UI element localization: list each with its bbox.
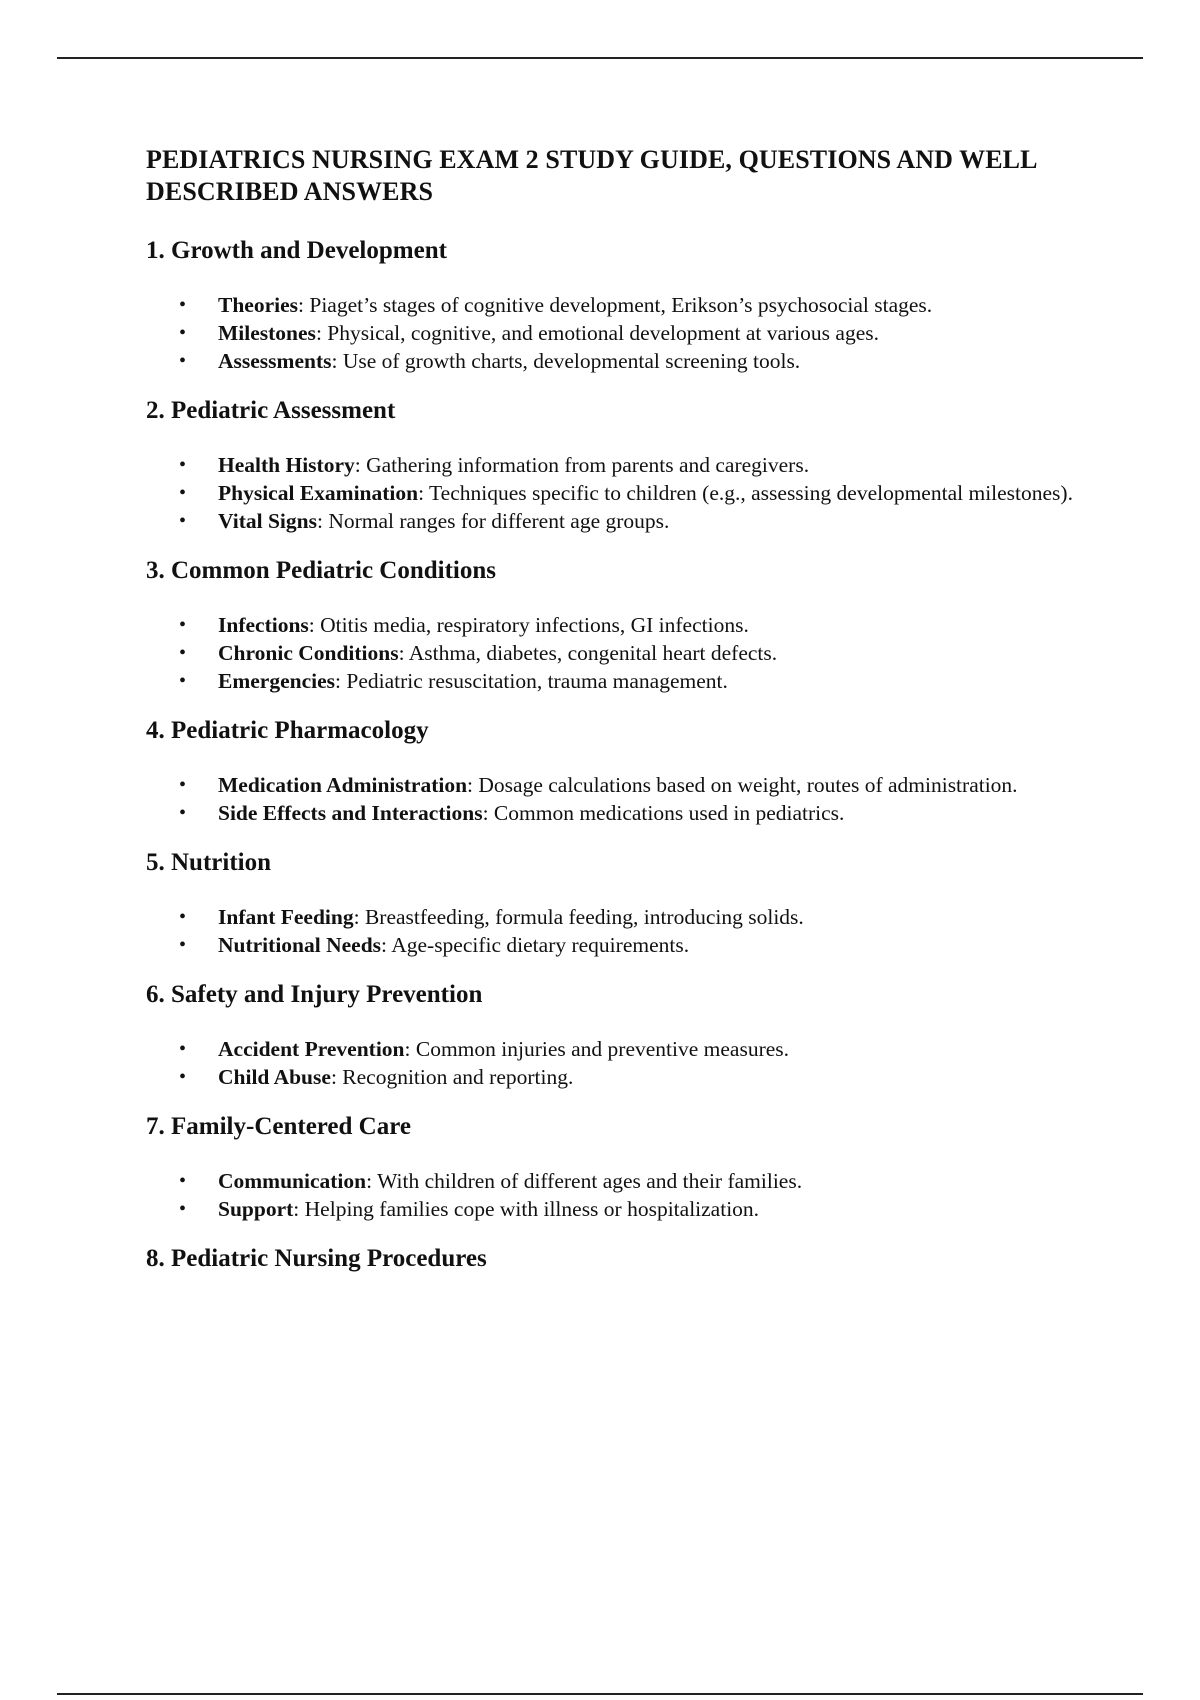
- item-term: Vital Signs: [218, 509, 317, 533]
- list-item: [146, 479, 1106, 507]
- list-item: [146, 611, 1106, 639]
- item-description: : Otitis media, respiratory infections, GI infections.: [308, 613, 749, 637]
- bullet-list: [146, 771, 1106, 827]
- bullet-icon: •: [179, 642, 187, 664]
- list-item: [146, 319, 1106, 347]
- item-term: Infections: [218, 613, 309, 637]
- bullet-list: [146, 611, 1106, 695]
- bullet-icon: •: [179, 510, 187, 532]
- bullet-list: [146, 903, 1106, 959]
- item-description: : Pediatric resuscitation, trauma management.: [335, 669, 728, 693]
- section-heading: 3. Common Pediatric Conditions: [146, 557, 496, 584]
- list-item: [146, 507, 1106, 535]
- section-4: [146, 715, 1106, 827]
- bullet-icon: •: [179, 670, 187, 692]
- item-description: : Normal ranges for different age groups.: [316, 509, 670, 533]
- list-item: [146, 347, 1106, 375]
- bullet-icon: •: [179, 1198, 187, 1220]
- item-term: Milestones: [218, 321, 316, 345]
- section-heading: 2. Pediatric Assessment: [146, 397, 396, 424]
- section-heading: 1. Growth and Development: [146, 237, 447, 264]
- list-item: [146, 799, 1106, 827]
- item-term: Physical Examination: [218, 481, 419, 505]
- bullet-list: [146, 291, 1106, 375]
- bullet-icon: •: [179, 802, 187, 824]
- item-term: Assessments: [218, 349, 332, 373]
- list-item: [146, 639, 1106, 667]
- bullet-list: [146, 451, 1106, 535]
- section-6: [146, 979, 1106, 1091]
- item-term: Side Effects and Interactions: [218, 801, 483, 825]
- list-item: [146, 1167, 1106, 1195]
- list-item: [146, 291, 1106, 319]
- item-description: : Piaget’s stages of cognitive development, Erikson’s psychosocial stages.: [298, 293, 933, 317]
- page-top-rule: [57, 57, 1143, 59]
- list-item: [146, 451, 1106, 479]
- list-item: [146, 1195, 1106, 1223]
- item-description: : Use of growth charts, developmental screening tools.: [331, 349, 801, 373]
- item-description: : Common injuries and preventive measures.: [404, 1037, 790, 1061]
- page-bottom-rule: [57, 1693, 1143, 1695]
- sections-container: [146, 235, 1106, 1275]
- bullet-list: [146, 1035, 1106, 1091]
- list-item: [146, 1035, 1106, 1063]
- item-description: : Gathering information from parents and caregivers.: [354, 453, 810, 477]
- bullet-icon: •: [179, 322, 187, 344]
- bullet-icon: •: [179, 934, 187, 956]
- section-heading: 8. Pediatric Nursing Procedures: [146, 1245, 487, 1272]
- bullet-icon: •: [179, 294, 187, 316]
- list-item: [146, 771, 1106, 799]
- item-description: : Helping families cope with illness or hospitalization.: [293, 1197, 760, 1221]
- bullet-icon: •: [179, 774, 187, 796]
- item-term: Nutritional Needs: [218, 933, 382, 957]
- item-term: Accident Prevention: [218, 1037, 405, 1061]
- item-description: : Common medications used in pediatrics.: [482, 801, 845, 825]
- item-term: Child Abuse: [218, 1065, 331, 1089]
- bullet-icon: •: [179, 1038, 187, 1060]
- section-heading: 5. Nutrition: [146, 849, 271, 876]
- section-7: [146, 1111, 1106, 1223]
- bullet-icon: •: [179, 614, 187, 636]
- bullet-icon: •: [179, 350, 187, 372]
- bullet-icon: •: [179, 1066, 187, 1088]
- item-description: : Dosage calculations based on weight, routes of administration.: [467, 773, 1018, 797]
- item-term: Health History: [218, 453, 355, 477]
- bullet-icon: •: [179, 1170, 187, 1192]
- item-term: Emergencies: [218, 669, 336, 693]
- section-heading: 6. Safety and Injury Prevention: [146, 981, 483, 1008]
- document-body: [146, 144, 1106, 1299]
- item-term: Communication: [218, 1169, 367, 1193]
- item-description: : Asthma, diabetes, congenital heart defects.: [398, 641, 778, 665]
- document-title: PEDIATRICS NURSING EXAM 2 STUDY GUIDE, QUESTIONS AND WELL DESCRIBED ANSWERS: [146, 145, 1037, 206]
- bullet-icon: •: [179, 906, 187, 928]
- item-description: : Physical, cognitive, and emotional development at various ages.: [315, 321, 879, 345]
- section-3: [146, 555, 1106, 695]
- item-term: Infant Feeding: [218, 905, 354, 929]
- item-term: Theories: [218, 293, 299, 317]
- bullet-list: [146, 1167, 1106, 1223]
- section-8: [146, 1243, 1106, 1275]
- item-term: Medication Administration: [218, 773, 468, 797]
- bullet-icon: •: [179, 454, 187, 476]
- item-description: : Age-specific dietary requirements.: [381, 933, 690, 957]
- item-description: : Techniques specific to children (e.g., assessing developmental milestones).: [418, 481, 1073, 505]
- section-5: [146, 847, 1106, 959]
- section-heading: 7. Family-Centered Care: [146, 1113, 411, 1140]
- item-term: Chronic Conditions: [218, 641, 399, 665]
- section-1: [146, 235, 1106, 375]
- bullet-icon: •: [179, 482, 187, 504]
- item-description: : Recognition and reporting.: [330, 1065, 574, 1089]
- list-item: [146, 931, 1106, 959]
- section-2: [146, 395, 1106, 535]
- item-term: Support: [218, 1197, 294, 1221]
- list-item: [146, 667, 1106, 695]
- item-description: : With children of different ages and their families.: [366, 1169, 803, 1193]
- item-description: : Breastfeeding, formula feeding, introducing solids.: [353, 905, 804, 929]
- list-item: [146, 1063, 1106, 1091]
- section-heading: 4. Pediatric Pharmacology: [146, 717, 429, 744]
- list-item: [146, 903, 1106, 931]
